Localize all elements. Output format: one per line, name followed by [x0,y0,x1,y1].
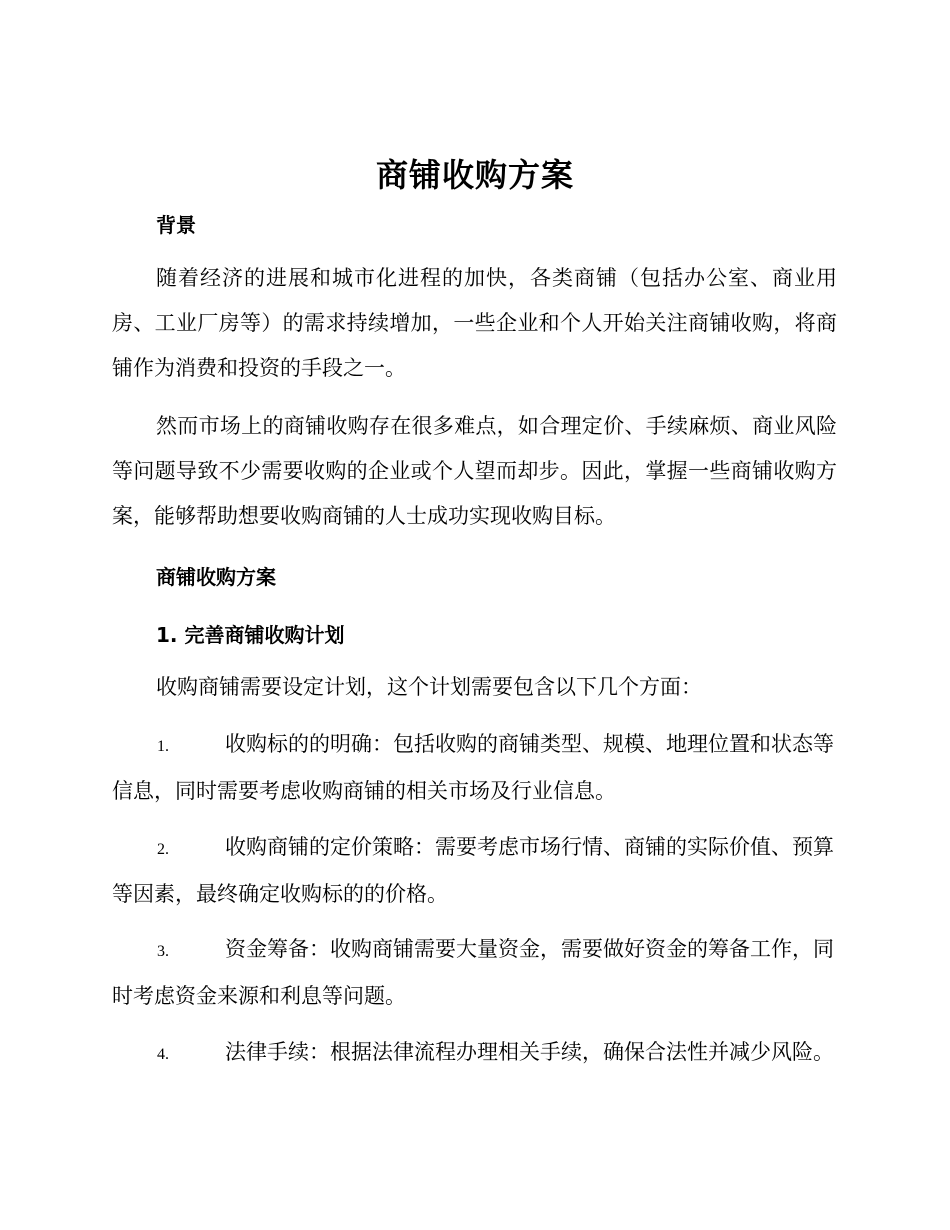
list-item [112,927,837,1019]
list-item-text: 收购标的的明确：包括收购的商铺类型、规模、地理位置和状态等信息，同时需要考虑收购商铺的相关市场及行业信息。 [112,732,834,803]
list-item [112,1030,837,1077]
list-item-number: 3. [157,943,169,960]
list-item-number: 1. [157,738,169,755]
subheading-complete-plan: 1. 完善商铺收购计划 [156,623,345,647]
section-heading-plan: 商铺收购方案 [156,565,276,589]
list-item [112,825,837,917]
list-item-number: 2. [157,841,169,858]
list-item-number: 4. [157,1046,169,1063]
list-item [112,722,837,814]
list-item-text: 收购商铺的定价策略：需要考虑市场行情、商铺的实际价值、预算等因素，最终确定收购标的的价格。 [112,835,834,906]
background-paragraph-2: 然而市场上的商铺收购存在很多难点，如合理定价、手续麻烦、商业风险等问题导致不少需要收购的企业或个人望而却步。因此，掌握一些商铺收购方案，能够帮助想要收购商铺的人士成功实现收购目标。 [112,414,837,528]
list-item-text: 法律手续：根据法律流程办理相关手续，确保合法性并减少风险。 [225,1040,834,1064]
plan-intro-paragraph: 收购商铺需要设定计划，这个计划需要包含以下几个方面： [156,675,702,699]
list-item-text: 资金筹备：收购商铺需要大量资金，需要做好资金的筹备工作，同时考虑资金来源和利息等问题。 [112,937,834,1008]
background-paragraph-1: 随着经济的进展和城市化进程的加快，各类商铺（包括办公室、商业用房、工业厂房等）的需求持续增加，一些企业和个人开始关注商铺收购，将商铺作为消费和投资的手段之一。 [112,266,837,380]
document-title: 商铺收购方案 [375,156,574,194]
section-heading-background: 背景 [156,213,196,237]
